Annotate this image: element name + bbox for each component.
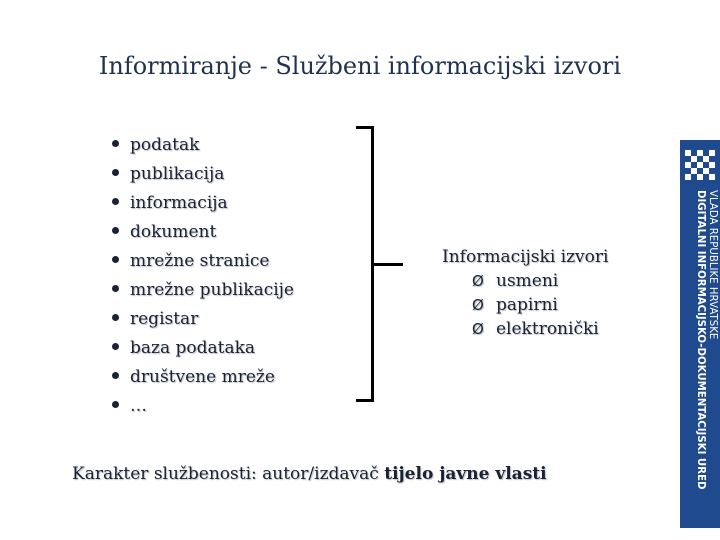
bullet-icon bbox=[112, 343, 119, 350]
bullet-label: … bbox=[130, 396, 147, 416]
bullet-label: dokument bbox=[130, 222, 217, 242]
list-item bbox=[112, 364, 294, 393]
bullet-label: podatak bbox=[130, 135, 200, 155]
list-item bbox=[112, 161, 294, 190]
checkerboard-logo-icon bbox=[685, 150, 715, 180]
list-item bbox=[472, 317, 608, 341]
list-item bbox=[112, 306, 294, 335]
bullet-icon bbox=[112, 198, 119, 205]
bullet-icon bbox=[112, 314, 119, 321]
sidebar-text bbox=[692, 190, 718, 520]
bullet-label: mrežne stranice bbox=[130, 251, 270, 271]
source-label: papirni bbox=[496, 295, 558, 315]
bullet-label: registar bbox=[130, 309, 199, 329]
list-item bbox=[112, 335, 294, 364]
bullet-icon bbox=[112, 256, 119, 263]
bullet-label: baza podataka bbox=[130, 338, 256, 358]
bullet-icon bbox=[112, 227, 119, 234]
list-item bbox=[112, 190, 294, 219]
sidebar-line-office: DIGITALNI INFORMACIJSKO-DOKUMENTACIJSKI URED bbox=[695, 190, 706, 490]
bullet-label: informacija bbox=[130, 193, 228, 213]
sources-list bbox=[442, 269, 608, 341]
bracket-pointer bbox=[373, 263, 403, 266]
list-item bbox=[112, 248, 294, 277]
slide-title: Informiranje - Službeni informacijski izvori bbox=[98, 52, 622, 80]
bullet-icon bbox=[112, 169, 119, 176]
sources-block bbox=[442, 245, 608, 341]
list-item bbox=[112, 277, 294, 306]
source-label: elektronički bbox=[496, 319, 599, 339]
arrow-bullet-icon: Ø bbox=[472, 296, 484, 314]
bullet-list bbox=[112, 132, 294, 422]
arrow-bullet-icon: Ø bbox=[472, 320, 484, 338]
bullet-label: publikacija bbox=[130, 164, 225, 184]
sidebar-line-government: VLADA REPUBLIKE HRVATSKE bbox=[707, 190, 718, 340]
bullet-icon bbox=[112, 140, 119, 147]
source-label: usmeni bbox=[496, 271, 559, 291]
arrow-bullet-icon: Ø bbox=[472, 272, 484, 290]
right-bracket bbox=[356, 126, 374, 402]
bullet-icon bbox=[112, 372, 119, 379]
bullet-icon bbox=[112, 285, 119, 292]
footer-prefix: Karakter službenosti: autor/izdavač bbox=[72, 464, 385, 484]
list-item bbox=[112, 393, 294, 422]
list-item bbox=[472, 293, 608, 317]
sources-heading: Informacijski izvori bbox=[442, 247, 609, 267]
list-item bbox=[112, 132, 294, 161]
bullet-icon bbox=[112, 401, 119, 408]
footer-note bbox=[72, 464, 547, 484]
footer-emphasis: tijelo javne vlasti bbox=[384, 464, 547, 484]
list-item bbox=[112, 219, 294, 248]
list-item bbox=[472, 269, 608, 293]
bullet-label: mrežne publikacije bbox=[130, 280, 294, 300]
bullet-label: društvene mreže bbox=[130, 367, 275, 387]
